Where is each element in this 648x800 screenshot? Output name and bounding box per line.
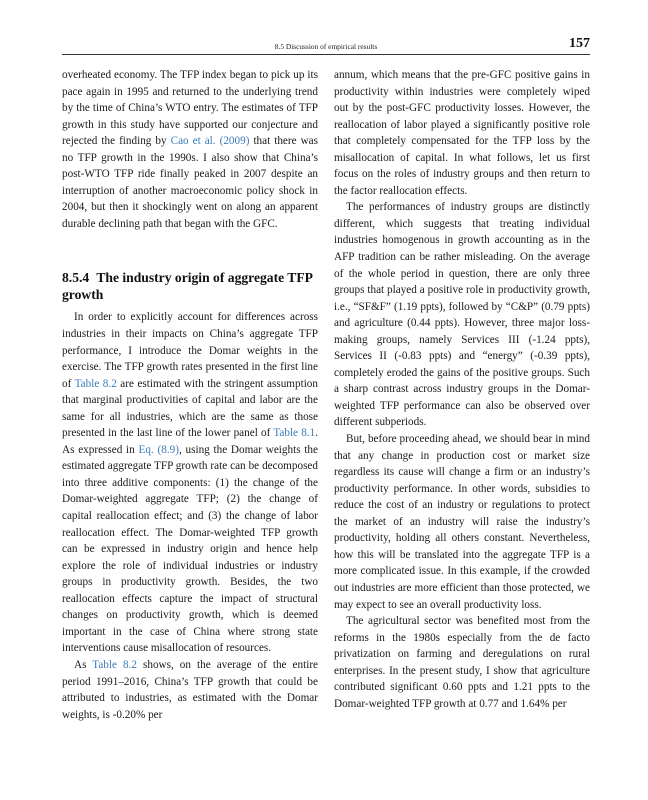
citation-link[interactable]: Cao et al. (2009) (170, 135, 250, 148)
paragraph: The performances of industry groups are distinctly different, which suggests that treating individual industries homogenous in growth accounting as in the AFP tradition can be rather misleading. On the average of the whole period in question, there are only three groups that played a positive role in productivity growth, i.e., “SF&F” (1.19 ppts), followed by “C&P” (0.79 ppts) and agriculture (0.44 ppts). However, three major loss-making groups, namely Services III (-1.24 ppts), Services II (-0.83 ppts) and “energy” (-0.39 ppts), completely eroded the gains of the positive groups. Such a sharp contrast across industry groups in the Domar-weighted TFP performance can also be observed over different subperiods. (334, 201, 590, 429)
section-title: 8.5 Discussion of empirical results (274, 42, 378, 51)
paragraph: annum, which means that the pre-GFC positive gains in productivity within industries were completely wiped out by the post-GFC productivity losses. However, the reallocation of labor played a significantly positive role that completely compensated for the TFP loss by the misallocation of capital. In what follows, let us first focus on the roles of industry groups and then return to the factor reallocation effects. (334, 69, 590, 197)
heading-text: The industry origin of aggregate TFP growth (62, 270, 313, 303)
paragraph: But, before proceeding ahead, we should bear in mind that any change in production cost or market size regardless its cause will change a firm or an industry’s productivity performance. In other words, subsidies to reduce the cost of an industry or regulations to protect the market of an industry will raise the industry’s productivity, holding all others constant. Nevertheless, how this will be translated into the aggregate TFP is a more complicated issue. In this example, if the crowded out industries are more efficient than those protected, we may expect to see an overall productivity loss. (334, 433, 590, 611)
paragraph: overheated economy. The TFP index began to pick up its pace again in 1995 and returned to the underlying trend by the time of China’s WTO entry. The estimates of TFP growth in this study have supported our conjecture and rejected the finding by Cao et al. (2009) that there was no TFP growth in the 1990s. I also show that China’s post-WTO TFP ride finally peaked in 2007 despite an interruption of another macroeconomic policy shock in 2004, but then it shockingly went on along an apparent durable declining path that began with the GFC. (62, 69, 318, 230)
paragraph: As Table 8.2 shows, on the average of the entire period 1991–2016, China’s TFP growth that could be attributed to industries, as estimated with the Domar weights, is -0.20% per (62, 658, 319, 721)
paragraph: The agricultural sector was benefited most from the reforms in the 1980s especially from the de facto privatization on farming and deregulations on rural enterprises. In the present study, I show that agriculture contributed significant 0.60 ppts and 1.21 ppts to the Domar-weighted TFP growth at 0.77 and 1.64% per (334, 615, 590, 710)
left-column (62, 67, 318, 723)
table-link[interactable]: Table 8.2 (92, 658, 137, 671)
equation-link[interactable]: Eq. (8.9) (138, 443, 179, 456)
table-link[interactable]: Table 8.2 (74, 377, 117, 390)
section-heading (62, 269, 318, 303)
table-link[interactable]: Table 8.1 (273, 427, 316, 440)
right-column (334, 67, 590, 712)
running-header (62, 34, 590, 56)
heading-number: 8.5.4 (62, 270, 90, 286)
page-number: 157 (569, 36, 590, 51)
header-rule (62, 54, 590, 55)
paragraph: In order to explicitly account for differences across industries in their impacts on China’s aggregate TFP performance, I introduce the Domar weights in the exercise. The TFP growth rates presented in the first line of Table 8.2 are estimated with the stringent assumption that marginal productivities of capital and labor are the same for all industries, which are the same as those presented in the last line of the lower panel of Table 8.1. As expressed in Eq. (8.9), using the Domar weights the estimated aggregate TFP growth rate can be decomposed into three additive components: (1) the change of the Domar-weighted aggregate TFP; (2) the change of capital reallocation effect; and (3) the change of labor reallocation effect. The Domar-weighted TFP growth can be expressed in industry origin and hence help explore the role of individual industries or industry groups in productivity growth. Besides, the two reallocation effects capture the impact of structural changes on productivity growth, which is deemed important in the case of China where strong state interventions cause misallocation of resources. (62, 311, 318, 655)
